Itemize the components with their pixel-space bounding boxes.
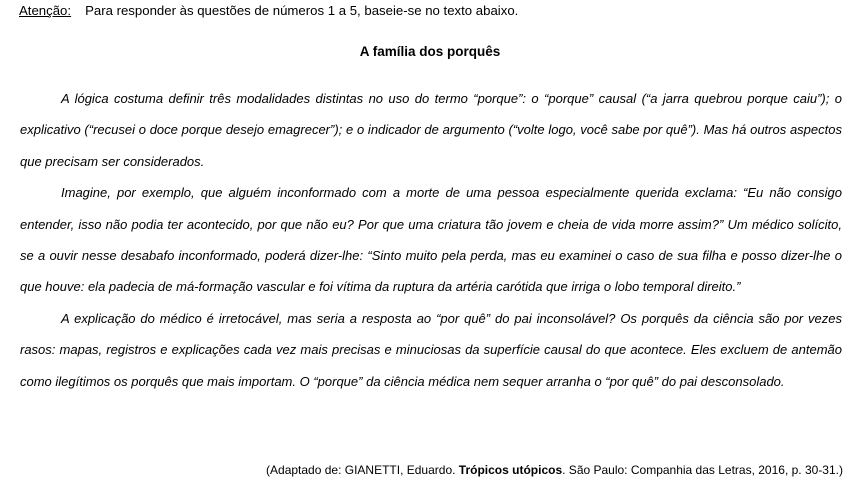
- paragraph-3: A explicação do médico é irretocável, mas seria a resposta ao “por quê” do pai inconsolável? Os porquês da ciência são por vezes rasos: mapas, registros e explicações cada vez mais precisas e minuciosas da superfície causal do que acontece. Eles excluem de antemão como ilegítimos os porquês que mais importam. O “porque” da ciência médica nem sequer arranha o “por quê” do pai desconsolado.: [20, 310, 842, 389]
- instruction-line: [19, 3, 518, 19]
- text-title: A família dos porquês: [359, 44, 501, 59]
- attention-label: Atenção:: [19, 3, 72, 18]
- source-prefix: (Adaptado de: GIANETTI, Eduardo.: [266, 463, 459, 477]
- text-body: [20, 83, 842, 397]
- source-citation: [266, 462, 843, 478]
- source-book-title: Trópicos utópicos: [458, 463, 563, 477]
- paragraph-2: Imagine, por exemplo, que alguém inconformado com a morte de uma pessoa especialmente querida exclama: “Eu não consigo entender, isso não podia ter acontecido, por que não eu? Por que uma criatura tão jovem e cheia de vida morre assim?” Um médico solícito, se a ouvir nesse desabafo inconformado, poderá dizer-lhe: “Sinto muito pela perda, mas eu examinei o caso de sua filha e posso dizer-lhe o que houve: ela padecia de má-formação vascular e foi vítima da ruptura da artéria carótida que irriga o lobo temporal direito.”: [20, 185, 842, 295]
- instruction-text: Para responder às questões de números 1 a 5, baseie-se no texto abaixo.: [85, 3, 519, 18]
- paragraph-1: A lógica costuma definir três modalidades distintas no uso do termo “porque”: o “porque” causal (“a jarra quebrou porque caiu”); o explicativo (“recusei o doce porque desejo emagrecer”); e o indicador de argumento (“volte logo, você sabe por quê”). Mas há outros aspectos que precisam ser considerados.: [20, 91, 842, 169]
- source-suffix: . São Paulo: Companhia das Letras, 2016, p. 30-31.): [562, 463, 843, 477]
